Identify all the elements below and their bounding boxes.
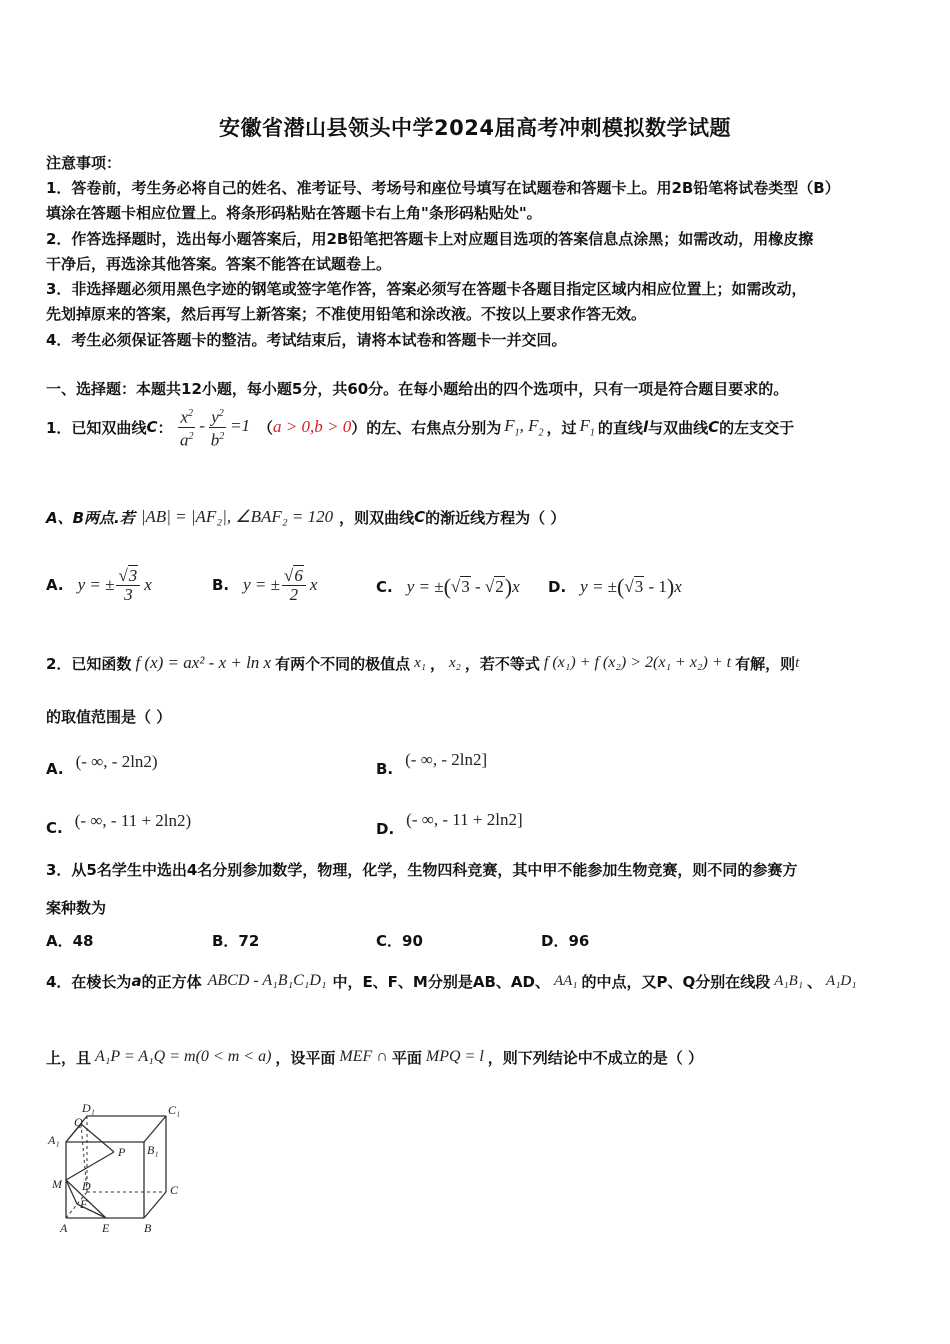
notice-line: 4．考生必须保证答题卡的整洁。考试结束后，请将本试卷和答题卡一并交回。 [46, 331, 567, 349]
cube-name: ABCD - A₁B₁C₁D₁ [207, 972, 327, 989]
label-b1: B₁ [147, 1143, 159, 1157]
option-b[interactable]: B．72 [212, 932, 260, 950]
option-a[interactable]: A. y = ± $\frac{√3}{3}$ x [46, 565, 152, 604]
option-c[interactable]: C．90 [376, 932, 423, 950]
q2-function: f (x) = ax² - x + ln x [135, 653, 272, 672]
option-d[interactable]: D．96 [541, 932, 590, 950]
question-2-stem: 2．已知函数 f (x) = ax² - x + ln x 有两个不同的极值点 x₁ ， x₂ ，若不等式 f (x₁) + f (x₂) > 2(x₁ + x₂) + t 有解，则 t [46, 653, 800, 673]
option-c[interactable]: C. y = ± ( √3 - √2 ) x [376, 574, 520, 599]
question-3-stem: 3．从5名学生中选出4名分别参加数学，物理，化学，生物四科竞赛，其中甲不能参加生物竞赛，则不同的参赛方 [46, 861, 798, 879]
question-4-stem: 4．在棱长为 a 的正方体 ABCD - A₁B₁C₁D₁ 中，E、F、M分别是AB、AD、 AA₁ 的中点，又P、Q分别在线段 A₁B₁ 、 A₁D₁ [46, 972, 857, 991]
q2-inequality: f (x₁) + f (x₂) > 2(x₁ + x₂) + t [543, 654, 732, 671]
page-title: 安徽省潜山县领头中学2024届高考冲刺模拟数学试题 [219, 116, 731, 140]
label-d1: D₁ [82, 1101, 95, 1115]
label-m: M [52, 1177, 62, 1191]
label-a1: A₁ [48, 1133, 60, 1147]
option-c[interactable]: C. (- ∞, - 11 + 2ln2) [46, 811, 192, 837]
notice-line: 干净后，再选涂其他答案。答案不能答在试题卷上。 [46, 255, 392, 273]
label-a: A [60, 1221, 68, 1235]
question-4-stem-2: 上，且 A₁P = A₁Q = m(0 < m < a) ，设平面 MEF ∩ 平面 MPQ = l ，则下列结论中不成立的是（ ） [46, 1048, 703, 1067]
label-q: Q [74, 1115, 83, 1129]
option-b[interactable]: B. y = ± $\frac{√6}{2}$ x [212, 565, 318, 604]
hyperbola-condition: a > 0,b > 0 [273, 417, 352, 436]
question-2-stem-2: 的取值范围是（ ） [46, 708, 172, 726]
question-3-stem-2: 案种数为 [46, 899, 107, 917]
option-d[interactable]: D. y = ± ( √3 - 1 ) x [548, 574, 682, 599]
question-1-stem-2: A、B两点.若 |AB| = |AF₂|, ∠BAF₂ = 120 ，则双曲线 C 的渐近线方程为（ ） [46, 507, 566, 527]
notice-heading: 注意事项： [46, 154, 122, 172]
label-d: D [82, 1179, 91, 1193]
option-d[interactable]: D. (- ∞, - 11 + 2ln2] [376, 810, 523, 838]
notice-line: 填涂在答题卡相应位置上。将条形码粘贴在答题卡右上角"条形码粘贴处"。 [46, 204, 542, 222]
label-c: C [170, 1183, 179, 1197]
label-b: B [144, 1221, 152, 1235]
label-f: F [80, 1197, 88, 1211]
question-1-stem: 1．已知双曲线 C ： $\frac{x^2}{a^2}$ - $\frac{y^2}{b^2}$ =1 （ a > 0,b > 0 ） 的左、右焦点分别为 $F_1$, $F_2$ ，过 $F_1$ 的直线 l 与双曲线 C 的左支交于 [46, 402, 794, 452]
option-b[interactable]: B. (- ∞, - 2ln2] [376, 750, 488, 778]
foci-symbols: $F_1$, $F_2$ [504, 415, 544, 439]
label-e: E [102, 1221, 110, 1235]
notice-line: 1．答卷前，考生务必将自己的姓名、准考证号、考场号和座位号填写在试题卷和答题卡上。用2B铅笔将试卷类型（B） [46, 179, 840, 197]
label-c1: C₁ [168, 1103, 181, 1117]
notice-line: 先划掉原来的答案，然后再写上新答案；不准使用铅笔和涂改液。不按以上要求作答无效。 [46, 305, 647, 323]
q1-condition-formula: |AB| = |AF₂|, ∠BAF₂ = 120 [140, 507, 334, 526]
option-a[interactable]: A. (- ∞, - 2ln2) [46, 752, 158, 778]
section-heading: 一、选择题：本题共12小题，每小题5分，共60分。在每小题给出的四个选项中，只有一项是符合题目要求的。 [46, 380, 789, 398]
notice-line: 3．非选择题必须用黑色字迹的钢笔或签字笔作答，答案必须写在答题卡各题目指定区域内相应位置上；如需改动， [46, 280, 807, 298]
cube-figure [44, 1100, 194, 1240]
notice-line: 2．作答选择题时，选出每小题答案后，用2B铅笔把答题卡上对应题目选项的答案信息点涂黑；如需改动，用橡皮擦 [46, 230, 814, 248]
hyperbola-equation: $\frac{x^2}{a^2}$ - $\frac{y^2}{b^2}$ =1 [178, 405, 250, 449]
label-p: P [118, 1145, 126, 1159]
option-a[interactable]: A．48 [46, 932, 94, 950]
